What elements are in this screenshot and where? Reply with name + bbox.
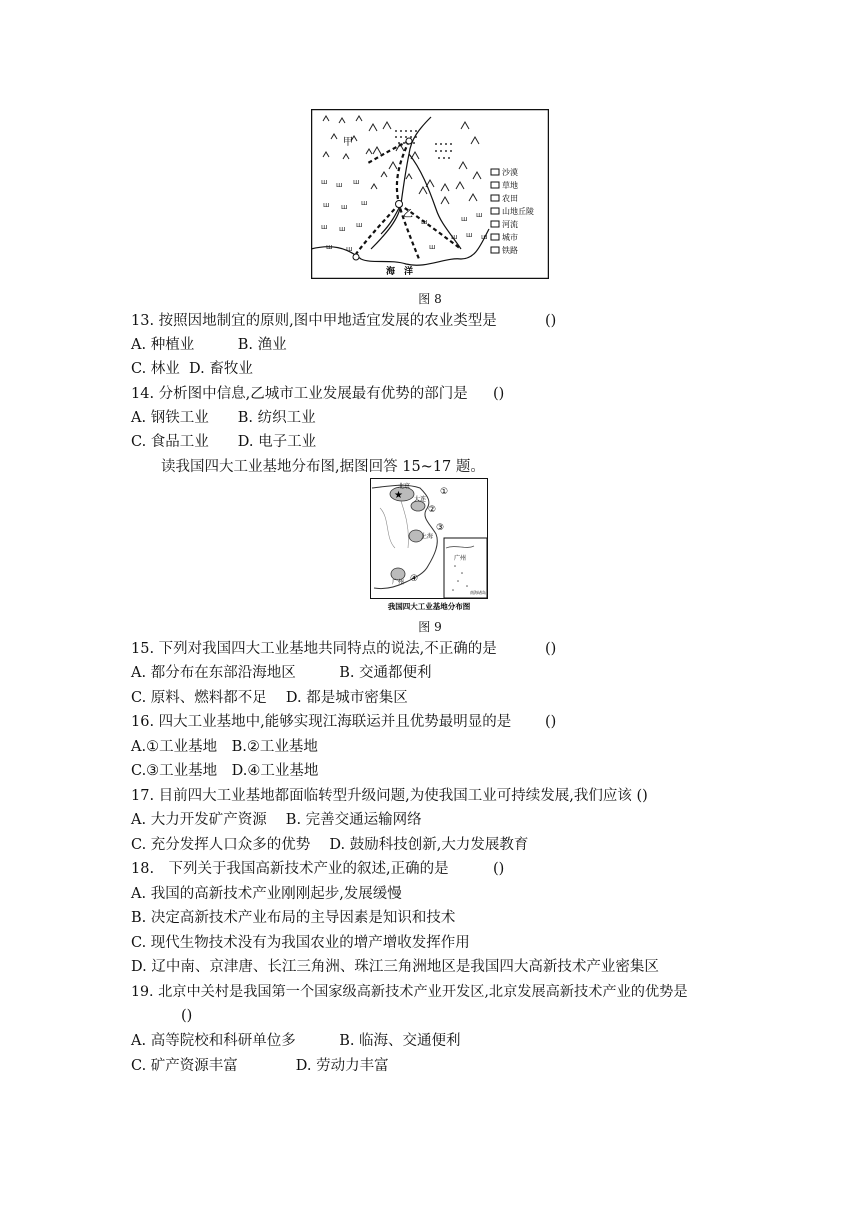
svg-text:ш: ш — [461, 215, 468, 223]
q17-options-1: A. 大力开发矿产资源 B. 完善交通运输网络 — [131, 812, 422, 828]
q16-stem: 16. 四大工业基地中,能够实现江海联运并且优势最明显的是 — [131, 714, 512, 730]
label-sea: 海 洋 — [386, 267, 414, 277]
label-guangzhou: 广州 — [392, 579, 405, 586]
q18-paren: () — [493, 861, 505, 877]
svg-text:ш: ш — [326, 243, 333, 251]
figure-9-caption: 图 9 — [418, 620, 442, 634]
label-inset-southsea: 南海诸岛 — [470, 590, 486, 595]
q15-options-1: A. 都分布在东部沿海地区 B. 交通都便利 — [131, 665, 432, 681]
svg-text:ш: ш — [361, 199, 368, 207]
label-n1: ① — [440, 487, 449, 497]
legend-river: 河流 — [502, 220, 518, 229]
label-jia: 甲 — [343, 137, 353, 148]
q14-paren: () — [493, 386, 505, 402]
q18-stem: 18. 下列关于我国高新技术产业的叙述,正确的是 — [131, 861, 449, 877]
svg-text:ш: ш — [323, 201, 330, 209]
q14-options-1: A. 钢铁工业 B. 纺织工业 — [131, 410, 316, 426]
label-n4: ④ — [410, 574, 419, 584]
figure-9-map — [370, 478, 488, 612]
svg-text:ш: ш — [353, 178, 360, 186]
svg-text:ш: ш — [476, 211, 483, 219]
svg-text:ш: ш — [451, 233, 458, 241]
svg-text:ш: ш — [356, 221, 363, 229]
svg-text:ш: ш — [341, 203, 348, 211]
q19-options-2: C. 矿产资源丰富 D. 劳动力丰富 — [131, 1058, 389, 1074]
figure-8-map — [311, 109, 549, 279]
figure-8-caption: 图 8 — [418, 292, 442, 306]
label-dalian: 大连 — [414, 496, 427, 503]
legend-railway: 铁路 — [502, 246, 518, 255]
label-shanghai: 上海 — [421, 533, 434, 540]
q14-options-2: C. 食品工业 D. 电子工业 — [131, 434, 317, 450]
q14-stem: 14. 分析图中信息,乙城市工业发展最有优势的部门是 — [131, 386, 468, 402]
q16-paren: () — [545, 714, 557, 730]
q13-paren: () — [545, 313, 557, 329]
figure-9-title: 我国四大工业基地分布图 — [387, 602, 471, 611]
q16-options-2: C.③工业基地 D.④工业基地 — [131, 763, 319, 779]
intro-15-17: 读我国四大工业基地分布图,据图回答 15~17 题。 — [161, 459, 485, 475]
label-yi: 乙 — [403, 209, 413, 220]
q19-stem: 19. 北京中关村是我国第一个国家级高新技术产业开发区,北京发展高新技术产业的优势是 — [131, 984, 688, 1000]
svg-text:ш: ш — [321, 223, 328, 231]
q15-stem: 15. 下列对我国四大工业基地共同特点的说法,不正确的是 — [131, 641, 497, 657]
legend-mountain: 山地丘陵 — [502, 207, 534, 216]
svg-text:ш: ш — [466, 231, 473, 239]
q18-option-c: C. 现代生物技术没有为我国农业的增产增收发挥作用 — [131, 935, 470, 951]
q15-paren: () — [545, 641, 557, 657]
q19-options-1: A. 高等院校和科研单位多 B. 临海、交通便利 — [131, 1033, 461, 1049]
q19-paren: () — [181, 1008, 193, 1024]
svg-text:ш: ш — [346, 245, 353, 253]
q18-option-a: A. 我国的高新技术产业刚刚起步,发展缓慢 — [131, 886, 402, 902]
label-inset-guangzhou: 广州 — [454, 555, 467, 562]
svg-text:ш: ш — [339, 225, 346, 233]
q16-options-1: A.①工业基地 B.②工业基地 — [131, 739, 318, 755]
svg-text:ш: ш — [321, 178, 328, 186]
q13-stem: 13. 按照因地制宜的原则,图中甲地适宜发展的农业类型是 — [131, 313, 497, 329]
q13-options-1: A. 种植业 B. 渔业 — [131, 337, 287, 353]
q17-options-2: C. 充分发挥人口众多的优势 D. 鼓励科技创新,大力发展教育 — [131, 837, 529, 853]
svg-text:ш: ш — [421, 218, 428, 226]
legend-desert: 沙漠 — [502, 168, 518, 177]
star-beijing-icon: ★ — [394, 490, 403, 501]
legend-farmland: 农田 — [502, 194, 518, 203]
legend-grassland: 草地 — [502, 181, 518, 190]
q13-options-2: C. 林业 D. 畜牧业 — [131, 361, 253, 377]
label-beijing: 北京 — [398, 483, 411, 490]
q17-stem: 17. 目前四大工业基地都面临转型升级问题,为使我国工业可持续发展,我们应该 () — [131, 788, 648, 804]
svg-text:ш: ш — [429, 243, 436, 251]
q18-option-b: B. 决定高新技术产业布局的主导因素是知识和技术 — [131, 910, 456, 926]
q18-option-d: D. 辽中南、京津唐、长江三角洲、珠江三角洲地区是我国四大高新技术产业密集区 — [131, 959, 659, 975]
legend-city: 城市 — [502, 233, 518, 242]
q15-options-2: C. 原料、燃料都不足 D. 都是城市密集区 — [131, 690, 408, 706]
svg-text:ш: ш — [481, 233, 488, 241]
label-n3: ③ — [436, 523, 445, 533]
svg-text:ш: ш — [336, 181, 343, 189]
label-n2: ② — [428, 505, 437, 515]
